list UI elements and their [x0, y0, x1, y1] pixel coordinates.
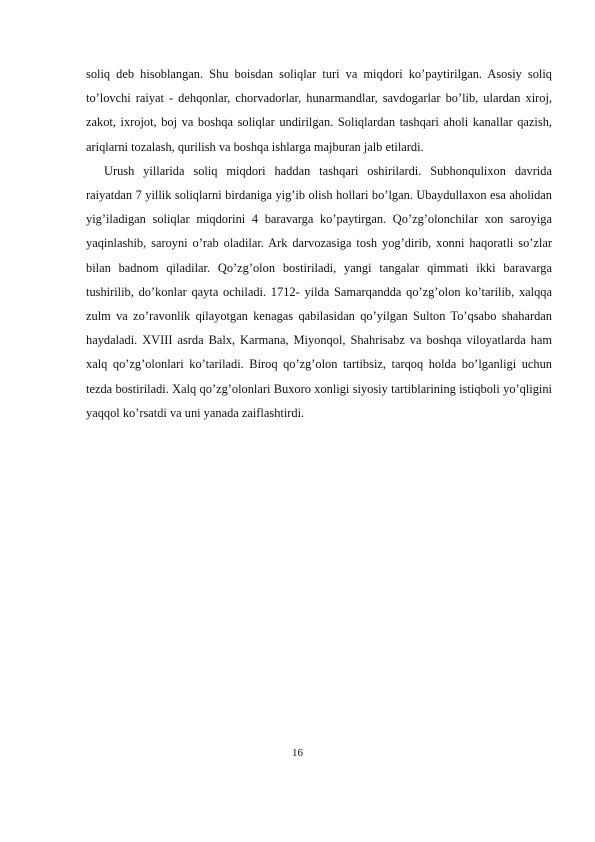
paragraph-2: Urush yillarida soliq miqdori haddan tashqari oshirilardi. Subhonqulixon davrida raiyatdan 7 yillik soliqlarni birdaniga yig’ib olish hollari bo’lgan. Ubaydullaxon esa aholidan yig’iladigan soliqlar miqdorini 4 baravarga ko’paytirgan. Qo’zg’olonchilar xon saroyiga yaqinlashib, saroyni o’rab oladilar. Ark darvozasiga tosh yog’dirib, xonni haqoratli so’zlar bilan badnom qiladilar. Qo’zg’olon bostiriladi, yangi tangalar qimmati ikki baravarga tushirilib, do’konlar qayta ochiladi. 1712- yilda Samarqandda qo’zg’olon ko’tarilib, xalqqa zulm va zo’ravonlik qilayotgan kenagas qabilasidan qo’yilgan Sulton To’qsabo shahardan haydaladi. XVIII asrda Balx, Karmana, Miyonqol, Shahrisabz va boshqa viloyatlarda ham xalq qo’zg’olonlari ko’tariladi. Biroq qo’zg’olon tartibsiz, tarqoq holda bo’lganligi uchun tezda bostiriladi. Xalq qo’zg’olonlari Buxoro xonligi siyosiy tartiblarining istiqboli yo’qligini yaqqol ko’rsatdi va uni yanada zaiflashtirdi. [86, 163, 552, 420]
paragraph-1: soliq deb hisoblangan. Shu boisdan soliqlar turi va miqdori ko’paytirilgan. Asosiy soliq to’lovchi raiyat - dehqonlar, chorvadorlar, hunarmandlar, savdogarlar bo’lib, ulardan xiroj, zakot, ixrojot, boj va boshqa soliqlar undirilgan. Soliqlardan tashqari aholi kanallar qazish, ariqlarni tozalash, qurilish va boshqa ishlarga majburan jalb etilardi. [86, 67, 552, 154]
body-text [86, 62, 552, 425]
page-number: 16 [292, 747, 303, 759]
